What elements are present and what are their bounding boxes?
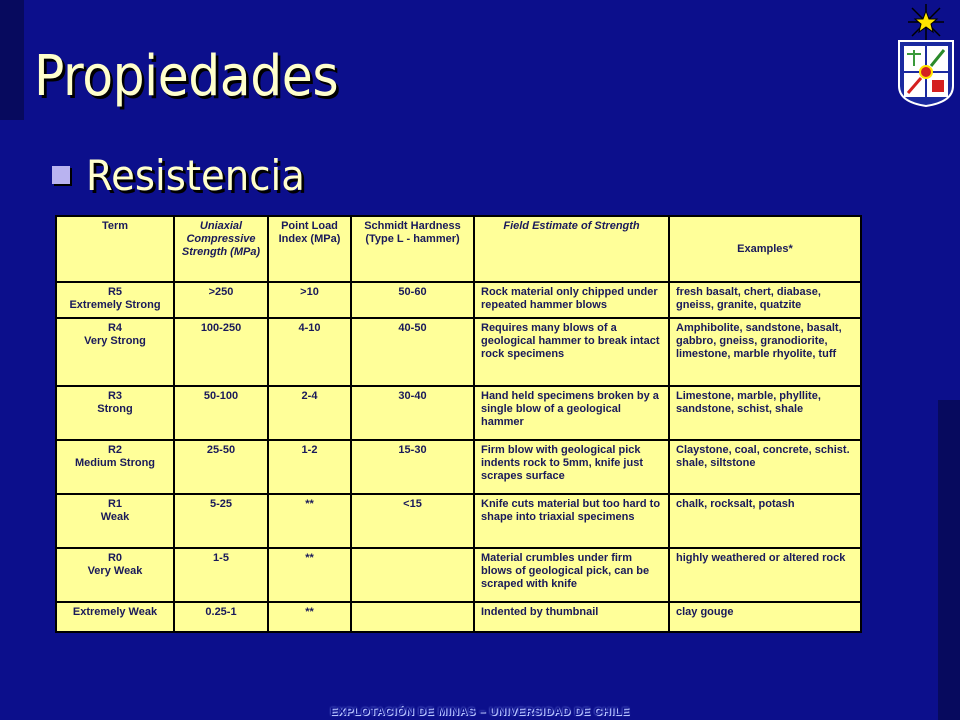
row-schmidt: 30-40 bbox=[351, 386, 474, 440]
footer-text: EXPLOTACIÓN DE MINAS – UNIVERSIDAD DE CHILE bbox=[330, 706, 630, 718]
header-term: Term bbox=[56, 216, 174, 282]
table-row bbox=[56, 282, 861, 318]
row-field-estimate: Material crumbles under firm blows of geological pick, can be scraped with knife bbox=[474, 548, 669, 602]
row-term: R2 Medium Strong bbox=[56, 440, 174, 494]
row-examples: Limestone, marble, phyllite, sandstone, schist, shale bbox=[669, 386, 861, 440]
row-field-estimate: Rock material only chipped under repeated hammer blows bbox=[474, 282, 669, 318]
bullet-item bbox=[52, 150, 324, 200]
star-icon bbox=[906, 2, 946, 42]
table-row bbox=[56, 548, 861, 602]
row-field-estimate: Indented by thumbnail bbox=[474, 602, 669, 632]
row-examples: fresh basalt, chert, diabase, gneiss, granite, quatzite bbox=[669, 282, 861, 318]
bullet-text: Resistencia bbox=[86, 150, 305, 200]
row-point-load: 4-10 bbox=[268, 318, 351, 386]
row-term: R4 Very Strong bbox=[56, 318, 174, 386]
table-row bbox=[56, 602, 861, 632]
row-schmidt bbox=[351, 548, 474, 602]
row-term: R5 Extremely Strong bbox=[56, 282, 174, 318]
row-schmidt: 50-60 bbox=[351, 282, 474, 318]
table-row bbox=[56, 494, 861, 548]
row-schmidt: <15 bbox=[351, 494, 474, 548]
header-field-estimate: Field Estimate of Strength bbox=[474, 216, 669, 282]
left-edge-band bbox=[0, 0, 24, 120]
rock-strength-table bbox=[55, 215, 862, 633]
row-term: R0 Very Weak bbox=[56, 548, 174, 602]
row-schmidt: 15-30 bbox=[351, 440, 474, 494]
row-ucs: >250 bbox=[174, 282, 268, 318]
header-examples: Examples* bbox=[669, 216, 861, 282]
row-field-estimate: Requires many blows of a geological hammer to break intact rock specimens bbox=[474, 318, 669, 386]
row-point-load: >10 bbox=[268, 282, 351, 318]
row-point-load: 2-4 bbox=[268, 386, 351, 440]
row-term: R1 Weak bbox=[56, 494, 174, 548]
square-bullet-icon bbox=[52, 166, 70, 184]
row-examples: chalk, rocksalt, potash bbox=[669, 494, 861, 548]
row-examples: Amphibolite, sandstone, basalt, gabbro, gneiss, granodiorite, limestone, marble rhyolite, tuff bbox=[669, 318, 861, 386]
table-row bbox=[56, 318, 861, 386]
header-schmidt: Schmidt Hardness (Type L - hammer) bbox=[351, 216, 474, 282]
row-ucs: 100-250 bbox=[174, 318, 268, 386]
row-field-estimate: Hand held specimens broken by a single blow of a geological hammer bbox=[474, 386, 669, 440]
slide-title: Propiedades bbox=[34, 44, 339, 109]
row-examples: Claystone, coal, concrete, schist. shale, siltstone bbox=[669, 440, 861, 494]
table-row bbox=[56, 440, 861, 494]
table-row bbox=[56, 386, 861, 440]
row-ucs: 50-100 bbox=[174, 386, 268, 440]
row-term: R3 Strong bbox=[56, 386, 174, 440]
row-point-load: ** bbox=[268, 494, 351, 548]
row-term: Extremely Weak bbox=[56, 602, 174, 632]
row-point-load: ** bbox=[268, 602, 351, 632]
row-field-estimate: Firm blow with geological pick indents rock to 5mm, knife just scrapes surface bbox=[474, 440, 669, 494]
header-point-load: Point Load Index (MPa) bbox=[268, 216, 351, 282]
table-header-row bbox=[56, 216, 861, 282]
row-ucs: 25-50 bbox=[174, 440, 268, 494]
row-schmidt bbox=[351, 602, 474, 632]
row-point-load: ** bbox=[268, 548, 351, 602]
row-examples: highly weathered or altered rock bbox=[669, 548, 861, 602]
row-ucs: 5-25 bbox=[174, 494, 268, 548]
row-schmidt: 40-50 bbox=[351, 318, 474, 386]
row-ucs: 0.25-1 bbox=[174, 602, 268, 632]
row-point-load: 1-2 bbox=[268, 440, 351, 494]
row-examples: clay gouge bbox=[669, 602, 861, 632]
university-crest-icon bbox=[896, 38, 956, 108]
right-edge-band bbox=[938, 400, 960, 720]
row-field-estimate: Knife cuts material but too hard to shape into triaxial specimens bbox=[474, 494, 669, 548]
row-ucs: 1-5 bbox=[174, 548, 268, 602]
header-ucs: Uniaxial Compressive Strength (MPa) bbox=[174, 216, 268, 282]
